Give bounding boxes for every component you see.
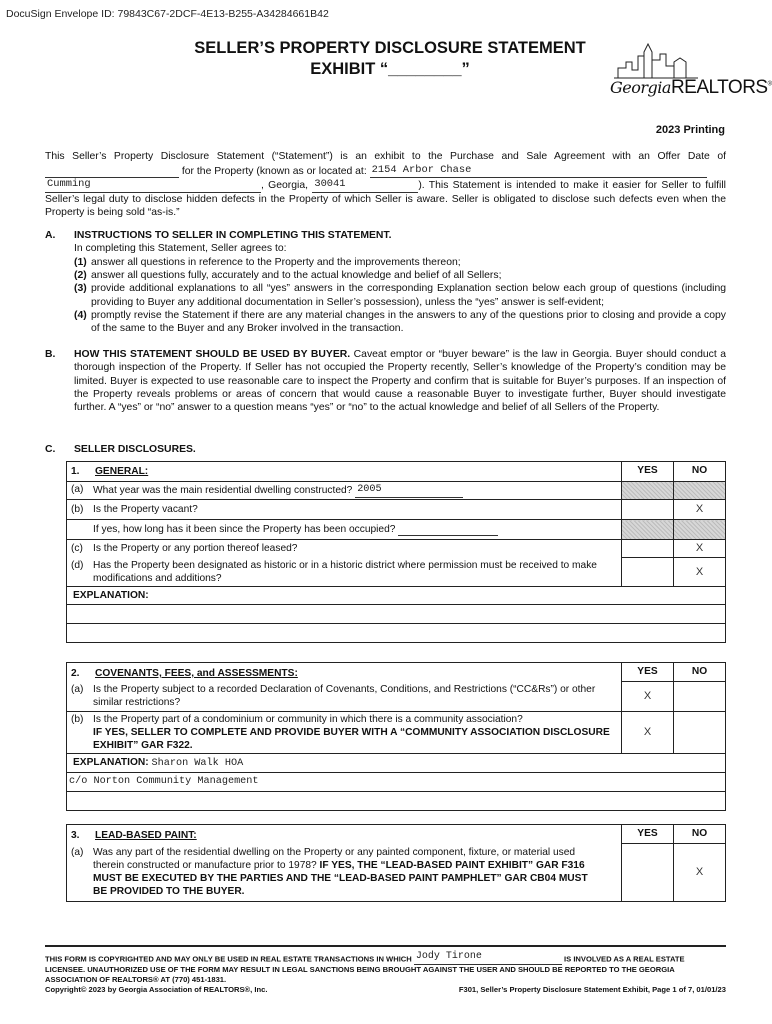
offer-date-field[interactable] [45,167,179,178]
no-header: NO [674,663,726,682]
no-checkbox[interactable]: X [674,540,726,558]
yes-checkbox[interactable]: X [622,711,674,753]
envelope-id: DocuSign Envelope ID: 79843C67-2DCF-4E13-B255-A34284661B42 [6,8,329,20]
yes-checkbox[interactable] [622,500,674,520]
no-checkbox[interactable] [674,711,726,753]
yes-checkbox[interactable]: X [622,681,674,711]
explanation-label: EXPLANATION: [73,756,149,768]
section-b-text: Caveat emptor or “buyer beware” is the law in Georgia. Buyer should conduct a thorough inspection of the Property. If Seller has not occupied the Property recently, Seller’s knowledge of the Property’s condition may be limited. Buyer is expected to use reasonable care to inspect the Property and confirm that is suitable for Buyer’s purposes. If an inspection of the Property reveals problems or areas of concern that would cause a reasonable Buyer to investigate further, Buyer should investigate further. A “yes” or “no” answer to a question means “yes” or “no” to the actual knowledge and belief of all Sellers of the Property. [74,349,726,414]
no-cell-disabled [674,520,726,540]
instruction-item: (3) provide additional explanations to all “yes” answers in the corresponding Explanation section below each group of questions (including providing to Buyer any additional documentation in Seller’s possession), unless the “yes” answer is self-evident; [74,283,726,308]
lead-heading: LEAD-BASED PAINT: [95,830,197,841]
yes-checkbox[interactable] [622,558,674,587]
section-a [45,229,726,336]
question-text: If yes, how long has it been since the Property has been occupied? [93,523,396,535]
question-text: Is the Property vacant? [93,503,198,515]
question-text: Is the Property subject to a recorded Declaration of Covenants, Conditions, and Restrictions (“CC&Rs”) or other similar restrictions? [93,683,596,708]
section-c-heading: SELLER DISCLOSURES. [74,444,196,455]
section-c-letter: C. [45,444,56,455]
explanation-line[interactable] [67,623,726,642]
general-heading-cell: 1. GENERAL: [67,462,622,482]
logo-script: Georgia [610,78,671,97]
yes-header: YES [622,825,674,844]
property-zip-field[interactable]: 30041 [312,178,418,193]
explanation-line[interactable] [67,604,726,623]
printing-year: 2023 Printing [655,124,725,136]
intro-text-3: , Georgia, [261,180,309,192]
footer-copyright: Copyright© 2023 by Georgia Association of REALTORS®, Inc. [45,985,268,994]
georgia-realtors-logo [608,40,772,100]
question-text: Was any part of the residential dwelling on the Property or any painted component, fixture, or material used therein constructed or manufacture prior to 1978? [93,846,576,871]
intro-text-1: This Seller’s Property Disclosure Statement (“Statement”) is an exhibit to the Purchase and Sale Agreement with an Offer Date of [45,151,726,162]
question-instruction: IF YES, THE “LEAD-BASED PAINT EXHIBIT” GAR F316 MUST BE EXECUTED BY THE PARTIES AND THE “LEAD-BASED PAINT PAMPHLET” GAR CB04 MUST BE PROVIDED TO THE BUYER. [93,859,588,897]
lead-paint-table: 3. LEAD-BASED PAINT: YES NO (a) Was any part of the residential dwelling on the Property or any painted component, fixture, or material used therein constructed or manufacture prior to 1978? IF YES, THE “LEAD-BASED PAINT EXHIBIT” GAR F316 MUST BE EXECUTED BY THE PARTIES AND THE “LEAD-BASED PAINT PAMPHLET” GAR CB04 MUST BE PROVIDED TO THE BUYER. X [66,824,726,902]
vacancy-duration-field[interactable] [398,526,498,536]
yes-cell-disabled [622,482,674,500]
covenants-heading: COVENANTS, FEES, and ASSESSMENTS: [95,668,298,679]
table-row: (a) What year was the main residential dwelling constructed? 2005 [67,482,726,500]
footer-form-id: F301, Seller’s Property Disclosure Statement Exhibit, Page 1 of 7, 01/01/23 [458,985,726,994]
title-line-2: EXHIBIT “________” [310,59,470,78]
no-header: NO [674,825,726,844]
question-text: What year was the main residential dwelling constructed? [93,485,353,497]
year-built-field[interactable]: 2005 [355,483,463,497]
general-heading: GENERAL: [95,465,149,477]
logo-brand: REALTORS [670,77,768,98]
no-cell-disabled [674,482,726,500]
footer [45,945,726,995]
question-text: Has the Property been designated as historic or in a historic district where permission must be received to make modifications and additions? [93,559,597,584]
document-title [130,38,650,79]
section-a-letter: A. [45,230,56,241]
no-header: NO [674,462,726,482]
table-row: (d) Has the Property been designated as historic or in a historic district where permission must be received to make modifications and additions? X [67,558,726,587]
explanation-line-2[interactable]: c/o Norton Community Management [67,772,726,791]
section-b-letter: B. [45,349,56,360]
question-instruction: IF YES, SELLER TO COMPLETE AND PROVIDE BUYER WITH A “COMMUNITY ASSOCIATION DISCLOSURE EXHIBIT” GAR F322. [93,726,610,751]
general-table [66,461,726,643]
question-text: Is the Property or any portion thereof leased? [93,543,298,555]
yes-checkbox[interactable] [622,540,674,558]
table-row: (a) Is the Property subject to a recorded Declaration of Covenants, Conditions, and Restrictions (“CC&Rs”) or other similar restrictions? X [67,681,726,711]
yes-cell-disabled [622,520,674,540]
yes-header: YES [622,663,674,682]
intro-text-4: ). This Statement is intended to make it easier for Seller to fulfill Seller’s legal duty to disclose hidden defects in the Property of which Seller is aware. Seller is obligated to disclose such defects even when the Property is being sold “as-is.” [45,180,726,219]
intro-text-2: for the Property (known as or located at: [181,165,367,177]
section-b-heading: HOW THIS STATEMENT SHOULD BE USED BY BUYER. [74,349,351,360]
table-row: (b) Is the Property vacant? X [67,500,726,520]
section-b [45,348,726,415]
no-checkbox[interactable]: X [674,558,726,587]
section-c [45,443,726,456]
yes-header: YES [622,462,674,482]
property-city-field[interactable]: Cumming [45,178,261,193]
instruction-item: (2) answer all questions fully, accurately and to the actual knowledge and belief of all Sellers; [74,269,502,281]
footer-copyright-notice: THIS FORM IS COPYRIGHTED AND MAY ONLY BE USED IN REAL ESTATE TRANSACTIONS IN WHICH Jody Tirone IS INVOLVED AS A REAL ESTATE LICENSEE. UNAUTHORIZED USE OF THE FORM MAY RESULT IN LEGAL SANCTIONS BEING BROUGHT AGAINST THE USER AND SHOULD BE REPORTED TO THE GEORGIA ASSOCIATION OF REALTORS® AT (770) 451-1831. [45,951,685,984]
no-checkbox[interactable]: X [674,500,726,520]
licensee-field[interactable]: Jody Tirone [414,950,562,965]
section-a-heading: INSTRUCTIONS TO SELLER IN COMPLETING THIS STATEMENT. [74,230,392,241]
property-address-field[interactable]: 2154 Arbor Chase [370,164,707,179]
explanation-line[interactable] [67,791,726,810]
yes-checkbox[interactable] [622,843,674,901]
table-row: (b) Is the Property part of a condominium or community in which there is a community association? IF YES, SELLER TO COMPLETE AND PROVIDE BUYER WITH A “COMMUNITY ASSOCIATION DISCLOSURE EXHIBIT” GAR F322. X [67,711,726,753]
no-checkbox[interactable]: X [674,843,726,901]
table-row: (a) Was any part of the residential dwelling on the Property or any painted component, fixture, or material used therein constructed or manufacture prior to 1978? IF YES, THE “LEAD-BASED PAINT EXHIBIT” GAR F316 MUST BE EXECUTED BY THE PARTIES AND THE “LEAD-BASED PAINT PAMPHLET” GAR CB04 MUST BE PROVIDED TO THE BUYER. X [67,843,726,901]
section-a-lead: In completing this Statement, Seller agrees to: [74,243,287,255]
title-line-1: SELLER’S PROPERTY DISCLOSURE STATEMENT [194,39,586,57]
covenants-table: 2. COVENANTS, FEES, and ASSESSMENTS: YES NO (a) Is the Property subject to a recorded Declaration of Covenants, Conditions, and Restrictions (“CC&Rs”) or other similar restrictions? X (b) Is the Property part of a condominium or community in which there is a community association? IF YES, SELLER TO COMPLETE AND PROVIDE BUYER WITH A “COMMUNITY ASSOCIATION DISCLOSURE EXHIBIT” GAR F322. X EXPLANATION: Sharon Walk HOA c/o Norton Community Management [66,662,726,811]
question-text: Is the Property part of a condominium or community in which there is a community association? [93,713,523,725]
table-row: (c) Is the Property or any portion thereof leased? X [67,540,726,558]
logo-mark: ® [767,81,772,88]
intro-paragraph [45,150,726,220]
explanation-label: EXPLANATION: [67,586,726,604]
explanation-line-1[interactable]: Sharon Walk HOA [151,757,244,769]
instruction-item: (4) promptly revise the Statement if there are any material changes in the answers to any of the questions prior to closing and provide a copy of the same to the Buyer and any Broker involved in the transaction. [74,309,726,335]
skyline-icon [608,40,738,80]
instruction-item: (1) answer all questions in reference to the Property and the improvements thereon; [74,256,461,268]
logo-text [610,76,772,100]
no-checkbox[interactable] [674,681,726,711]
table-row [67,520,726,540]
